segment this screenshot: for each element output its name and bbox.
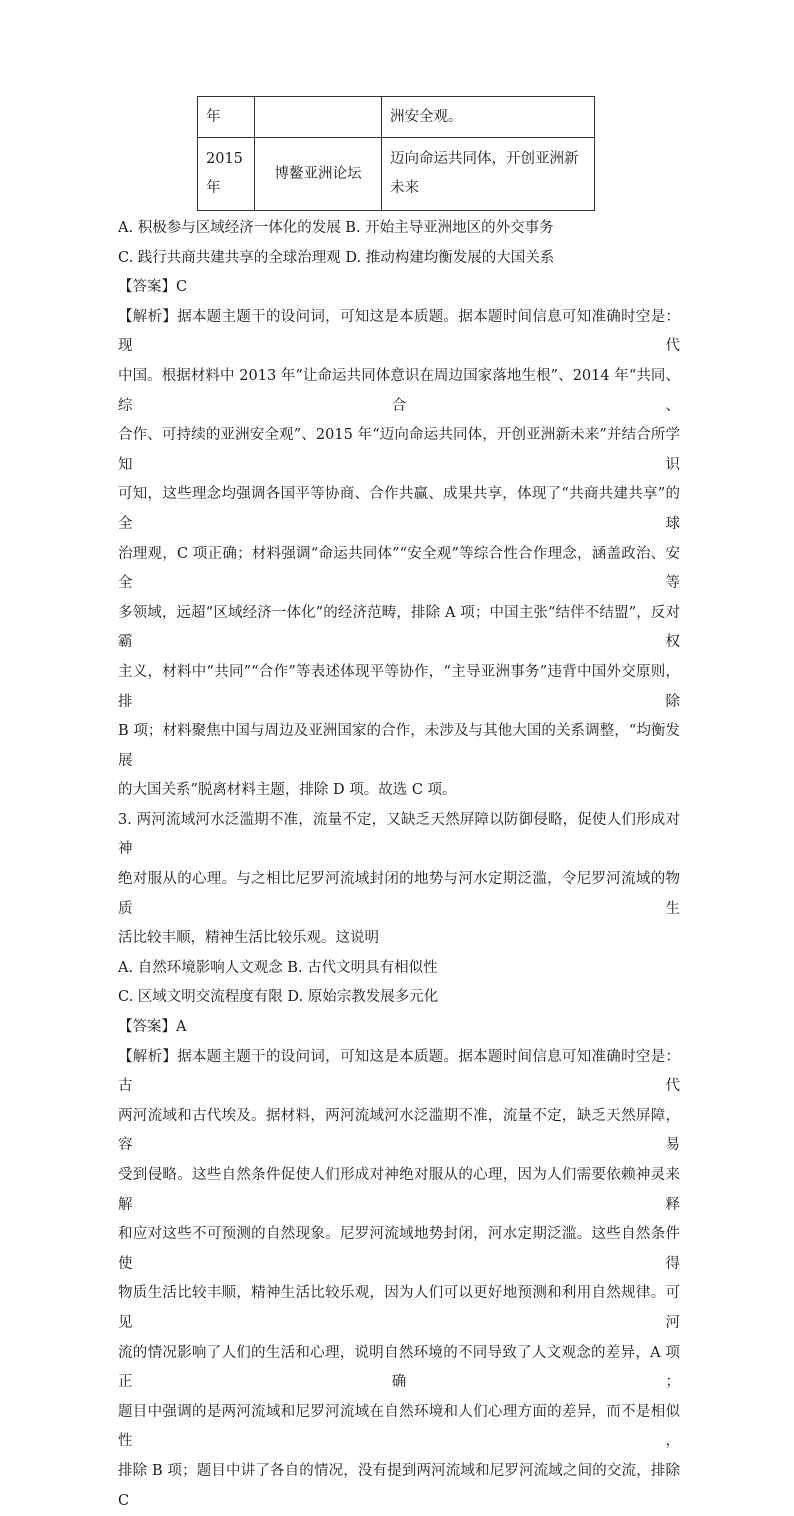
q3-stem-line: 3. 两河流域河水泛滥期不准，流量不定，又缺乏天然屏障以防御侵略，促使人们形成对神 [118, 811, 680, 858]
q2-analysis-line: 多领域，远超“区域经济一体化”的经济范畴，排除 A 项；中国主张“结伴不结盟”，反对霸权 [118, 604, 680, 651]
q2-analysis-line: 主义，材料中“共同”“合作”等表述体现平等协作，“主导亚洲事务”违背中国外交原则，排除 [118, 663, 680, 710]
events-table [197, 96, 595, 211]
q2-analysis-line: 可知，这些理念均强调各国平等协商、合作共赢、成果共享，体现了“共商共建共享”的全球 [118, 486, 680, 532]
q2-analysis-line: 【解析】据本题主题干的设问词，可知这是本质题。据本题时间信息可知准确时空是：现代 [118, 308, 680, 355]
year-cell: 年 [198, 97, 255, 138]
document-body [118, 214, 680, 1516]
q3-analysis-line: 两河流域和古代埃及。据材料，两河流域河水泛滥期不准，流量不定，缺乏天然屏障，容易 [118, 1107, 680, 1154]
q3-analysis-line: 物质生活比较丰顺，精神生活比较乐观，因为人们可以更好地预测和利用自然规律。可见河 [118, 1285, 680, 1331]
table-row [198, 138, 595, 211]
q2-analysis-line: B 项；材料聚焦中国与周边及亚洲国家的合作，未涉及与其他大国的关系调整，“均衡发展 [118, 723, 680, 769]
q3-analysis-line: 流的情况影响了人们的生活和心理，说明自然环境的不同导致了人文观念的差异，A 项正确； [118, 1344, 680, 1391]
venue-cell: 博鳌亚洲论坛 [255, 138, 382, 211]
q3-stem-line: 活比较丰顺，精神生活比较乐观。这说明 [118, 930, 379, 947]
q2-analysis-line: 合作、可持续的亚洲安全观”、2015 年“迈向命运共同体，开创亚洲新未来”并结合所学知识 [118, 427, 680, 473]
q3-analysis-line: 题目中强调的是两河流域和尼罗河流域在自然环境和人们心理方面的差异，而不是相似性， [118, 1403, 680, 1450]
q3-options-cd: C. 区域文明交流程度有限 D. 原始宗教发展多元化 [118, 989, 439, 1006]
q3-stem-line: 绝对服从的心理。与之相比尼罗河流域封闭的地势与河水定期泛滥，令尼罗河流域的物质生 [118, 871, 680, 917]
year-cell: 2015年 [198, 138, 255, 211]
q2-answer: 【答案】C [118, 279, 188, 296]
q3-options-ab: A. 自然环境影响人文观念 B. 古代文明具有相似性 [118, 959, 438, 976]
q3-analysis-line: 和应对这些不可预测的自然现象。尼罗河流域地势封闭，河水定期泛滥。这些自然条件使得 [118, 1226, 680, 1272]
q2-options-ab: A. 积极参与区域经济一体化的发展 B. 开始主导亚洲地区的外交事务 [118, 220, 554, 236]
q3-analysis-line: 排除 B 项；题目中讲了各自的情况，没有提到两河流域和尼罗河流域之间的交流，排除 C [118, 1462, 680, 1509]
q3-analysis-line: 【解析】据本题主题干的设问词，可知这是本质题。据本题时间信息可知准确时空是：古代 [118, 1048, 680, 1095]
venue-cell [255, 97, 382, 138]
content-cell: 洲安全观。 [382, 97, 595, 138]
q2-analysis-line: 的大国关系”脱离材料主题，排除 D 项。故选 C 项。 [118, 782, 457, 799]
q3-analysis-line: 受到侵略。这些自然条件促使人们形成对神绝对服从的心理，因为人们需要依赖神灵来解释 [118, 1167, 680, 1213]
content-cell: 迈向命运共同体，开创亚洲新未来 [382, 138, 595, 211]
table-row [198, 97, 595, 138]
q2-options-cd: C. 践行共商共建共享的全球治理观 D. 推动构建均衡发展的大国关系 [118, 249, 555, 266]
q2-analysis-line: 治理观，C 项正确；材料强调“命运共同体”“安全观”等综合性合作理念，涵盖政治、安全等 [118, 545, 680, 592]
q3-answer: 【答案】A [118, 1019, 187, 1036]
q2-analysis-line: 中国。根据材料中 2013 年“让命运共同体意识在周边国家落地生根”、2014 年“共同、综合、 [118, 367, 680, 414]
